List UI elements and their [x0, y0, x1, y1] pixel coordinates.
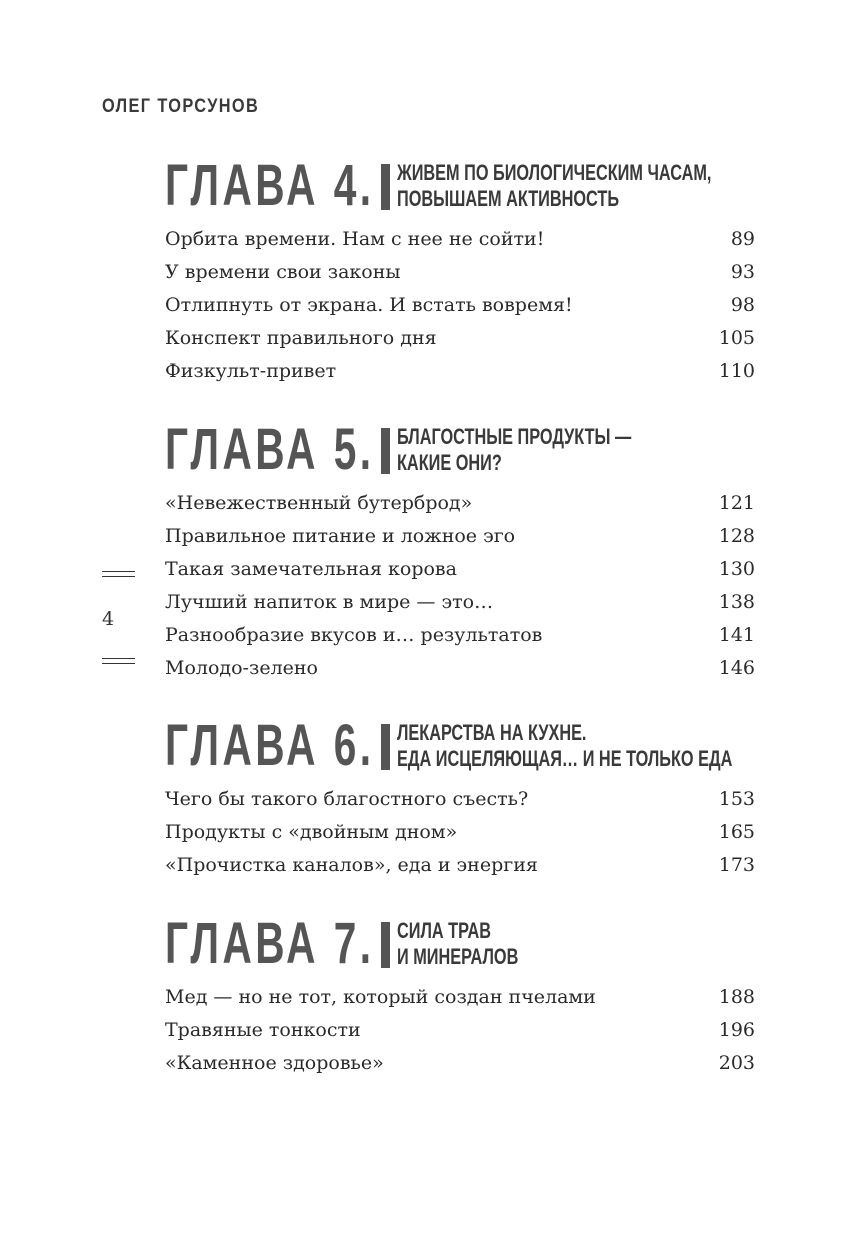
running-head-author: ОЛЕГ ТОРСУНОВ: [102, 96, 260, 117]
toc-entries: [165, 223, 755, 388]
toc-entry[interactable]: [165, 652, 755, 685]
toc-entry-title: Мед — но не тот, который создан пчелами: [165, 986, 596, 1008]
toc-entry-title: «Каменное здоровье»: [165, 1052, 384, 1074]
toc-entry[interactable]: [165, 981, 755, 1014]
toc-entry-page: 130: [718, 558, 755, 580]
chapter-heading: [165, 417, 755, 482]
chapter-4: [165, 153, 755, 388]
chapter-label: ГЛАВА 6.: [165, 713, 375, 778]
toc-entry-page: 173: [718, 854, 755, 876]
toc-entry[interactable]: [165, 223, 755, 256]
toc-entry-title: Травяные тонкости: [165, 1019, 361, 1041]
toc-entry-page: 110: [718, 360, 755, 382]
toc-entry[interactable]: [165, 619, 755, 652]
chapter-label: ГЛАВА 5.: [165, 417, 375, 482]
chapter-title-line: СИЛА ТРАВ: [397, 918, 492, 943]
toc-entry-page: 93: [730, 261, 755, 283]
chapter-title: [397, 918, 518, 970]
chapter-title-line: ПОВЫШАЕМ АКТИВНОСТЬ: [397, 186, 620, 211]
toc-entry[interactable]: [165, 783, 755, 816]
chapter-title: [397, 160, 711, 212]
toc-entry[interactable]: [165, 256, 755, 289]
toc-entry-page: 153: [718, 788, 755, 810]
chapter-title: [397, 720, 732, 772]
toc-entry-page: 146: [718, 657, 755, 679]
chapter-title-line: БЛАГОСТНЫЕ ПРОДУКТЫ —: [397, 424, 632, 449]
page-number-rule-bottom: [102, 658, 135, 664]
page-number: 4: [102, 608, 115, 630]
toc-entry-page: 98: [730, 294, 755, 316]
toc-entry-title: Продукты с «двойным дном»: [165, 821, 458, 843]
toc-entry-page: 188: [718, 986, 755, 1008]
toc-entry[interactable]: [165, 289, 755, 322]
chapter-6: [165, 713, 755, 882]
toc-entry-title: «Невежественный бутерброд»: [165, 492, 473, 514]
chapter-title-line: ЖИВЕМ ПО БИОЛОГИЧЕСКИМ ЧАСАМ,: [397, 160, 712, 185]
toc-entry-page: 105: [718, 327, 755, 349]
chapter-heading-bar: [381, 164, 390, 210]
chapter-title-line: ЛЕКАРСТВА НА КУХНЕ.: [397, 720, 587, 745]
toc-entry-title: Физкульт-привет: [165, 360, 337, 382]
chapter-label: ГЛАВА 7.: [165, 911, 375, 976]
toc-entry[interactable]: [165, 1014, 755, 1047]
toc-entry-title: Конспект правильного дня: [165, 327, 437, 349]
chapter-heading: [165, 713, 755, 778]
toc-entry-page: 165: [718, 821, 755, 843]
toc-entry-page: 141: [718, 624, 755, 646]
toc-entry-title: Отлипнуть от экрана. И встать вовремя!: [165, 294, 573, 316]
toc-entry-page: 203: [718, 1052, 755, 1074]
toc-entry-page: 138: [718, 591, 755, 613]
chapter-heading-bar: [381, 428, 390, 474]
page-number-rule-top: [102, 571, 135, 577]
toc-entry[interactable]: [165, 487, 755, 520]
toc-entry[interactable]: [165, 586, 755, 619]
toc-entry-page: 128: [718, 525, 755, 547]
chapter-7: [165, 911, 755, 1080]
toc-entry-title: Лучший напиток в мире — это…: [165, 591, 494, 613]
toc-entry-page: 196: [718, 1019, 755, 1041]
toc-entry[interactable]: [165, 849, 755, 882]
toc-entry[interactable]: [165, 1047, 755, 1080]
toc-entry-title: Чего бы такого благостного съесть?: [165, 788, 529, 810]
toc-entries: [165, 783, 755, 882]
chapter-title-line: И МИНЕРАЛОВ: [397, 944, 519, 969]
toc-entry[interactable]: [165, 816, 755, 849]
chapter-5: [165, 417, 755, 685]
chapter-heading: [165, 153, 755, 218]
toc-entry[interactable]: [165, 520, 755, 553]
toc-entry-title: «Прочистка каналов», еда и энергия: [165, 854, 538, 876]
toc-entry-page: 121: [718, 492, 755, 514]
toc-entry-page: 89: [730, 228, 755, 250]
chapter-heading-bar: [381, 724, 390, 770]
toc-entries: [165, 981, 755, 1080]
chapter-title: [397, 424, 631, 476]
toc-entry[interactable]: [165, 355, 755, 388]
toc-entry-title: Молодо-зелено: [165, 657, 318, 679]
toc-entries: [165, 487, 755, 685]
chapter-title-line: ЕДА ИСЦЕЛЯЮЩАЯ… И НЕ ТОЛЬКО ЕДА: [397, 746, 733, 771]
toc-entry[interactable]: [165, 553, 755, 586]
toc-entry-title: Орбита времени. Нам с нее не сойти!: [165, 228, 545, 250]
toc-entry[interactable]: [165, 322, 755, 355]
toc-entry-title: Такая замечательная корова: [165, 558, 457, 580]
toc-entry-title: У времени свои законы: [165, 261, 401, 283]
chapter-heading-bar: [381, 922, 390, 968]
toc-entry-title: Правильное питание и ложное эго: [165, 525, 516, 547]
chapter-label: ГЛАВА 4.: [165, 153, 375, 218]
chapter-title-line: КАКИЕ ОНИ?: [397, 450, 502, 475]
chapter-heading: [165, 911, 755, 976]
toc-entry-title: Разнообразие вкусов и… результатов: [165, 624, 543, 646]
